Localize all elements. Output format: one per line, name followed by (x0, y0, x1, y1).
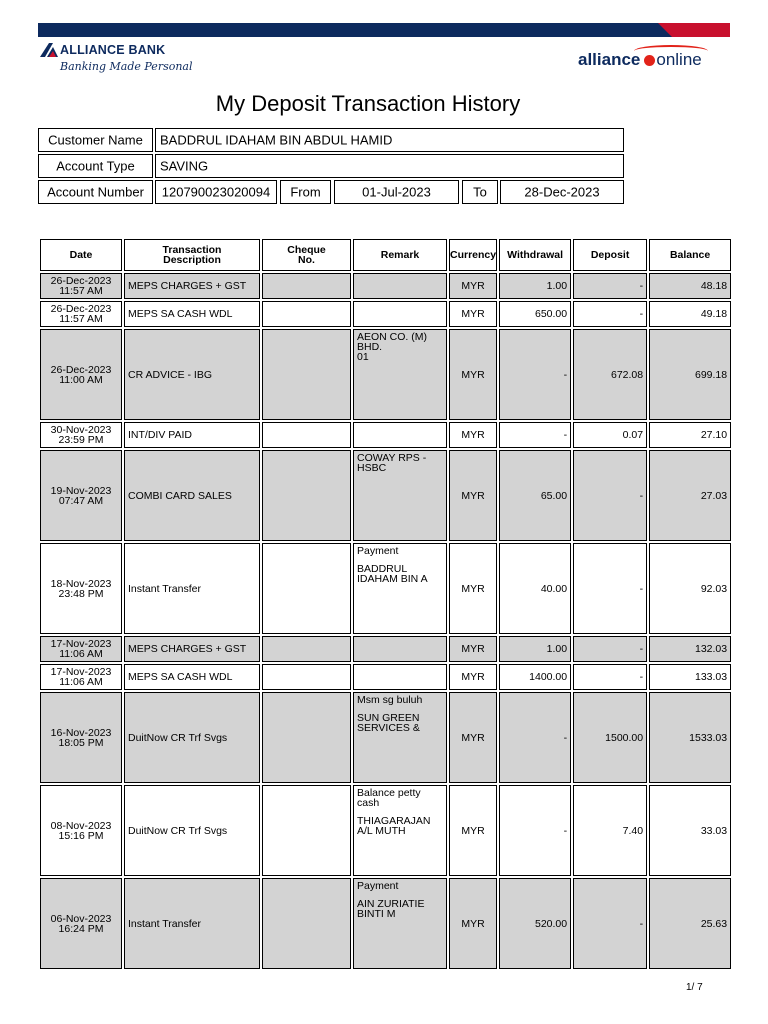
customer-name-label-box (38, 128, 153, 152)
date-value: 26-Dec-2023 (50, 303, 112, 315)
description-value: DuitNow CR Trf Svgs (128, 824, 228, 837)
table-row (40, 878, 731, 969)
description-cell (124, 692, 260, 783)
description-value: DuitNow CR Trf Svgs (128, 731, 228, 744)
remark-cell (353, 692, 447, 783)
withdrawal-cell (499, 450, 571, 541)
withdrawal-cell (499, 422, 571, 448)
date-value: 16-Nov-2023 (50, 726, 112, 739)
to-label-box (462, 180, 498, 204)
customer-name-box (155, 128, 624, 152)
header-description (124, 239, 260, 271)
currency-cell (449, 664, 497, 690)
description-cell (124, 329, 260, 420)
date-value: 18-Nov-2023 (50, 577, 112, 590)
currency-cell (449, 543, 497, 634)
time-value: 23:59 PM (58, 434, 104, 446)
deposit-cell (573, 301, 647, 327)
date-cell (40, 878, 122, 969)
description-cell (124, 543, 260, 634)
withdrawal-value: 520.00 (534, 917, 568, 930)
currency-value: MYR (461, 489, 485, 502)
account-type-value: SAVING (160, 158, 209, 174)
cheque-cell (262, 450, 351, 541)
remark-line: IDAHAM BIN A (357, 573, 428, 585)
withdrawal-value: 65.00 (540, 489, 568, 502)
header-bar-accent (672, 23, 730, 37)
table-row (40, 422, 731, 448)
remark-cell (353, 329, 447, 420)
date-value: 26-Dec-2023 (50, 363, 112, 376)
currency-value: MYR (461, 308, 485, 320)
cheque-cell (262, 636, 351, 662)
remark-cell (353, 422, 447, 448)
description-cell (124, 273, 260, 299)
balance-cell (649, 543, 731, 634)
date-value: 17-Nov-2023 (50, 638, 112, 650)
withdrawal-value: - (563, 731, 568, 744)
header-currency: Currency (449, 239, 497, 271)
withdrawal-value: 650.00 (534, 308, 568, 320)
remark-line: Payment (357, 545, 399, 557)
date-cell (40, 422, 122, 448)
currency-value: MYR (461, 671, 485, 683)
description-cell (124, 301, 260, 327)
remark-line: SERVICES & (357, 722, 420, 734)
table-row (40, 450, 731, 541)
description-value: MEPS SA CASH WDL (128, 671, 233, 683)
remark-line: BADDRUL (357, 563, 408, 575)
description-cell (124, 664, 260, 690)
withdrawal-cell (499, 273, 571, 299)
withdrawal-cell (499, 692, 571, 783)
deposit-value: - (639, 308, 644, 320)
withdrawal-cell (499, 301, 571, 327)
withdrawal-value: - (563, 429, 568, 441)
online-brand-light: online (656, 50, 702, 69)
currency-value: MYR (461, 643, 485, 655)
remark-cell (353, 450, 447, 541)
balance-value: 132.03 (694, 643, 728, 655)
balance-cell (649, 878, 731, 969)
description-value: MEPS SA CASH WDL (128, 308, 233, 320)
description-value: INT/DIV PAID (128, 429, 192, 441)
balance-cell (649, 422, 731, 448)
remark-cell (353, 301, 447, 327)
currency-cell (449, 636, 497, 662)
deposit-cell (573, 450, 647, 541)
table-header-row (40, 239, 731, 271)
table-row (40, 273, 731, 299)
remark-line: 01 (357, 351, 369, 363)
time-value: 23:48 PM (58, 587, 104, 600)
deposit-value: - (639, 489, 644, 502)
currency-value: MYR (461, 582, 485, 595)
deposit-value: 1500.00 (605, 731, 644, 744)
balance-value: 33.03 (700, 824, 728, 837)
cheque-cell (262, 329, 351, 420)
remark-line: HSBC (357, 462, 387, 474)
remark-cell (353, 543, 447, 634)
balance-value: 27.03 (700, 489, 728, 502)
account-type-label: Account Type (56, 158, 135, 174)
currency-value: MYR (461, 824, 485, 837)
balance-value: 25.63 (700, 917, 728, 930)
currency-cell (449, 450, 497, 541)
date-value: 19-Nov-2023 (50, 484, 112, 497)
deposit-value: - (639, 582, 644, 595)
description-value: Instant Transfer (128, 917, 201, 930)
customer-name-value: BADDRUL IDAHAM BIN ABDUL HAMID (160, 132, 393, 148)
balance-cell (649, 664, 731, 690)
time-value: 15:16 PM (58, 829, 104, 842)
remark-line: COWAY RPS - (357, 452, 427, 464)
balance-value: 133.03 (694, 671, 728, 683)
remark-cell (353, 273, 447, 299)
cheque-cell (262, 664, 351, 690)
table-row (40, 664, 731, 690)
deposit-cell (573, 692, 647, 783)
deposit-cell (573, 329, 647, 420)
cheque-cell (262, 273, 351, 299)
remark-cell (353, 878, 447, 969)
description-value: MEPS CHARGES + GST (128, 643, 247, 655)
bank-name: ALLIANCE BANK (60, 43, 166, 57)
time-value: 11:57 AM (59, 285, 103, 297)
date-cell (40, 543, 122, 634)
header-balance: Balance (649, 239, 731, 271)
cheque-cell (262, 692, 351, 783)
table-row (40, 301, 731, 327)
date-cell (40, 450, 122, 541)
description-cell (124, 636, 260, 662)
remark-line: SUN GREEN (357, 712, 420, 724)
deposit-cell (573, 543, 647, 634)
balance-cell (649, 273, 731, 299)
table-row (40, 785, 731, 876)
balance-value: 92.03 (700, 582, 728, 595)
remark-cell (353, 785, 447, 876)
balance-cell (649, 450, 731, 541)
table-row (40, 636, 731, 662)
account-number-label: Account Number (47, 184, 144, 200)
balance-value: 49.18 (700, 308, 728, 320)
online-brand-bold: alliance (578, 50, 641, 69)
time-value: 11:00 AM (59, 373, 103, 386)
withdrawal-value: 1400.00 (529, 671, 568, 683)
currency-cell (449, 785, 497, 876)
transaction-table (38, 237, 733, 971)
remark-line: A/L MUTH (357, 825, 406, 837)
date-value: 26-Dec-2023 (50, 275, 112, 287)
date-cell (40, 692, 122, 783)
bank-tagline: Banking Made Personal (60, 60, 193, 73)
currency-value: MYR (461, 917, 485, 930)
deposit-cell (573, 878, 647, 969)
withdrawal-value: 40.00 (540, 582, 568, 595)
table-row (40, 692, 731, 783)
balance-value: 48.18 (700, 280, 728, 292)
from-date-value: 01-Jul-2023 (362, 184, 431, 200)
time-value: 16:24 PM (58, 922, 104, 935)
remark-line: AIN ZURIATIE (357, 898, 425, 910)
balance-cell (649, 785, 731, 876)
remark-cell (353, 636, 447, 662)
time-value: 07:47 AM (58, 494, 104, 507)
withdrawal-value: - (563, 824, 568, 837)
description-value: MEPS CHARGES + GST (128, 280, 247, 292)
header-bar (38, 23, 730, 37)
deposit-cell (573, 785, 647, 876)
withdrawal-cell (499, 878, 571, 969)
date-cell (40, 301, 122, 327)
deposit-value: - (639, 280, 644, 292)
currency-value: MYR (461, 429, 485, 441)
account-type-label-box (38, 154, 153, 178)
to-date-box (500, 180, 624, 204)
withdrawal-cell (499, 636, 571, 662)
header-withdrawal: Withdrawal (499, 239, 571, 271)
currency-cell (449, 692, 497, 783)
date-cell (40, 664, 122, 690)
description-cell (124, 878, 260, 969)
header-cheque-line1: Cheque (287, 244, 326, 256)
currency-cell (449, 329, 497, 420)
description-cell (124, 450, 260, 541)
currency-value: MYR (461, 731, 485, 744)
deposit-cell (573, 636, 647, 662)
description-value: COMBI CARD SALES (128, 489, 232, 502)
balance-value: 699.18 (694, 368, 728, 381)
remark-line: Balance petty cash (357, 787, 421, 809)
to-date-value: 28-Dec-2023 (524, 184, 600, 200)
date-value: 06-Nov-2023 (50, 912, 112, 925)
cheque-cell (262, 543, 351, 634)
to-label: To (473, 184, 487, 200)
deposit-cell (573, 664, 647, 690)
header-cheque-line2: No. (298, 254, 315, 266)
withdrawal-cell (499, 329, 571, 420)
page-title: My Deposit Transaction History (215, 91, 521, 116)
remark-line: Msm sg buluh (357, 694, 423, 706)
currency-cell (449, 422, 497, 448)
account-type-box (155, 154, 624, 178)
from-label-box (280, 180, 331, 204)
currency-value: MYR (461, 368, 485, 381)
remark-line: BHD. (357, 341, 383, 353)
transaction-rows (40, 273, 731, 969)
header-remark: Remark (353, 239, 447, 271)
remark-line: AEON CO. (M) (357, 331, 427, 343)
date-cell (40, 636, 122, 662)
deposit-value: 0.07 (622, 429, 644, 441)
header-cheque (262, 239, 351, 271)
description-value: CR ADVICE - IBG (128, 368, 213, 381)
currency-cell (449, 301, 497, 327)
bank-logo-icon (40, 43, 58, 57)
header-deposit: Deposit (573, 239, 647, 271)
time-value: 11:06 AM (59, 648, 103, 660)
description-cell (124, 785, 260, 876)
currency-value: MYR (461, 280, 485, 292)
cheque-cell (262, 301, 351, 327)
balance-cell (649, 329, 731, 420)
table-row (40, 329, 731, 420)
account-number-value: 120790023020094 (161, 184, 271, 200)
cheque-cell (262, 422, 351, 448)
currency-cell (449, 878, 497, 969)
withdrawal-cell (499, 543, 571, 634)
balance-value: 27.10 (700, 429, 728, 441)
from-date-box (334, 180, 459, 204)
table-row (40, 543, 731, 634)
remark-line: Payment (357, 880, 399, 892)
deposit-value: 672.08 (610, 368, 644, 381)
withdrawal-cell (499, 785, 571, 876)
deposit-value: - (639, 671, 644, 683)
time-value: 11:06 AM (59, 676, 103, 688)
balance-cell (649, 636, 731, 662)
deposit-cell (573, 273, 647, 299)
cheque-cell (262, 785, 351, 876)
date-cell (40, 785, 122, 876)
withdrawal-value: 1.00 (546, 280, 568, 292)
header-date: Date (40, 239, 122, 271)
date-value: 30-Nov-2023 (50, 424, 112, 436)
date-cell (40, 329, 122, 420)
withdrawal-value: 1.00 (546, 643, 568, 655)
date-value: 08-Nov-2023 (50, 819, 112, 832)
currency-cell (449, 273, 497, 299)
remark-line: BINTI M (357, 908, 396, 920)
alliance-bank-logo (38, 42, 193, 82)
from-label: From (290, 184, 321, 200)
cheque-cell (262, 878, 351, 969)
header-desc-line2: Description (163, 254, 221, 266)
deposit-value: - (639, 643, 644, 655)
deposit-cell (573, 422, 647, 448)
date-value: 17-Nov-2023 (50, 666, 112, 678)
withdrawal-cell (499, 664, 571, 690)
deposit-value: - (639, 917, 644, 930)
remark-cell (353, 664, 447, 690)
header-desc-line1: Transaction (162, 244, 222, 256)
page-number: 1/ 7 (686, 982, 703, 993)
time-value: 18:05 PM (58, 736, 104, 749)
description-cell (124, 422, 260, 448)
withdrawal-value: - (563, 368, 568, 381)
customer-name-label: Customer Name (48, 132, 143, 148)
date-cell (40, 273, 122, 299)
account-number-box (155, 180, 277, 204)
deposit-value: 7.40 (622, 824, 644, 837)
account-number-label-box (38, 180, 153, 204)
remark-line: THIAGARAJAN (357, 815, 431, 827)
balance-cell (649, 301, 731, 327)
description-value: Instant Transfer (128, 582, 201, 595)
balance-value: 1533.03 (689, 731, 728, 744)
logo-arc-icon (634, 45, 708, 57)
alliance-online-logo (578, 50, 702, 70)
time-value: 11:57 AM (59, 313, 103, 325)
balance-cell (649, 692, 731, 783)
